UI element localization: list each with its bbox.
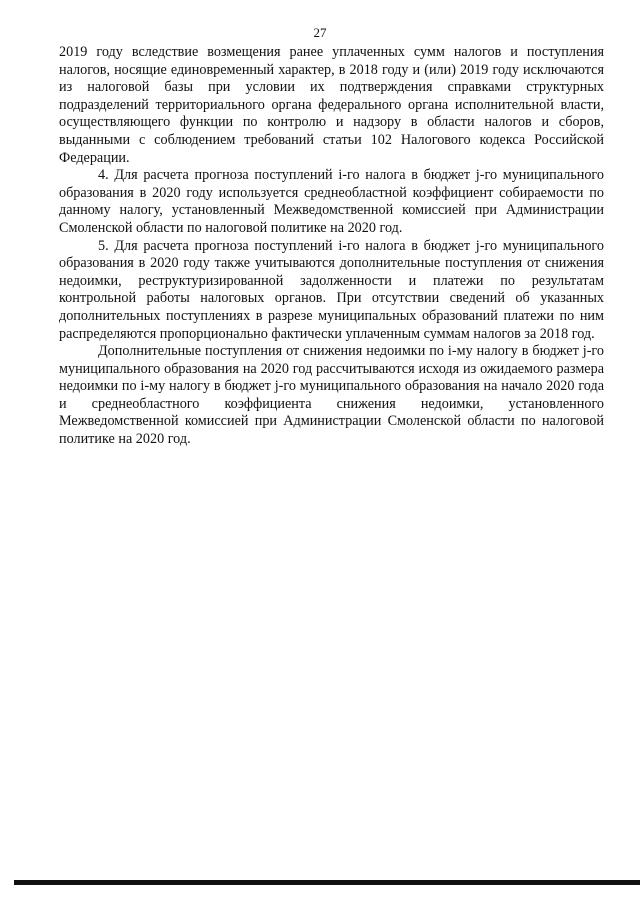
bottom-scan-border (14, 880, 640, 885)
paragraph-additional-revenue: Дополнительные поступления от снижения недоимки по i-му налогу в бюджет j-го муниципального образования на 2020 год рассчитываются исходя из ожидаемого размера недоимки по i-му налогу в бюджет j-го муниципального образования на начало 2020 года и среднеобластного коэффициента снижения недоимки, установленного Межведомственной комиссией при Администрации Смоленской области по налоговой политике на 2020 год. (59, 343, 604, 448)
document-body (59, 44, 604, 449)
paragraph-item-4: 4. Для расчета прогноза поступлений i-го налога в бюджет j-го муниципального образования в 2020 году используется среднеобластной коэффициент собираемости по данному налогу, установленный Межведомственной комиссией при Администрации Смоленской области по налоговой политике на 2020 год. (59, 167, 604, 236)
paragraph-item-5: 5. Для расчета прогноза поступлений i-го налога в бюджет j-го муниципального образования в 2020 году также учитываются дополнительные поступления от снижения недоимки, реструктуризированной задолженности и платежи по результатам контрольной работы налоговых органов. При отсутствии сведений об указанных дополнительных поступлениях в разрезе муниципальных образований платежи по ним распределяются пропорционально фактически уплаченным суммам налогов за 2018 год. (59, 237, 604, 342)
page-number: 27 (313, 25, 327, 40)
paragraph-continuation: 2019 году вследствие возмещения ранее уплаченных сумм налогов и поступления налогов, носящие единовременный характер, в 2018 году и (или) 2019 году исключаются из налоговой базы при условии их подтверждения справками структурных подразделений территориального органа федерального органа исполнительной власти, осуществляющего функции по контролю и надзору в области налогов и сборов, выданными с соблюдением требований статьи 102 Налогового кодекса Российской Федерации. (59, 44, 604, 166)
